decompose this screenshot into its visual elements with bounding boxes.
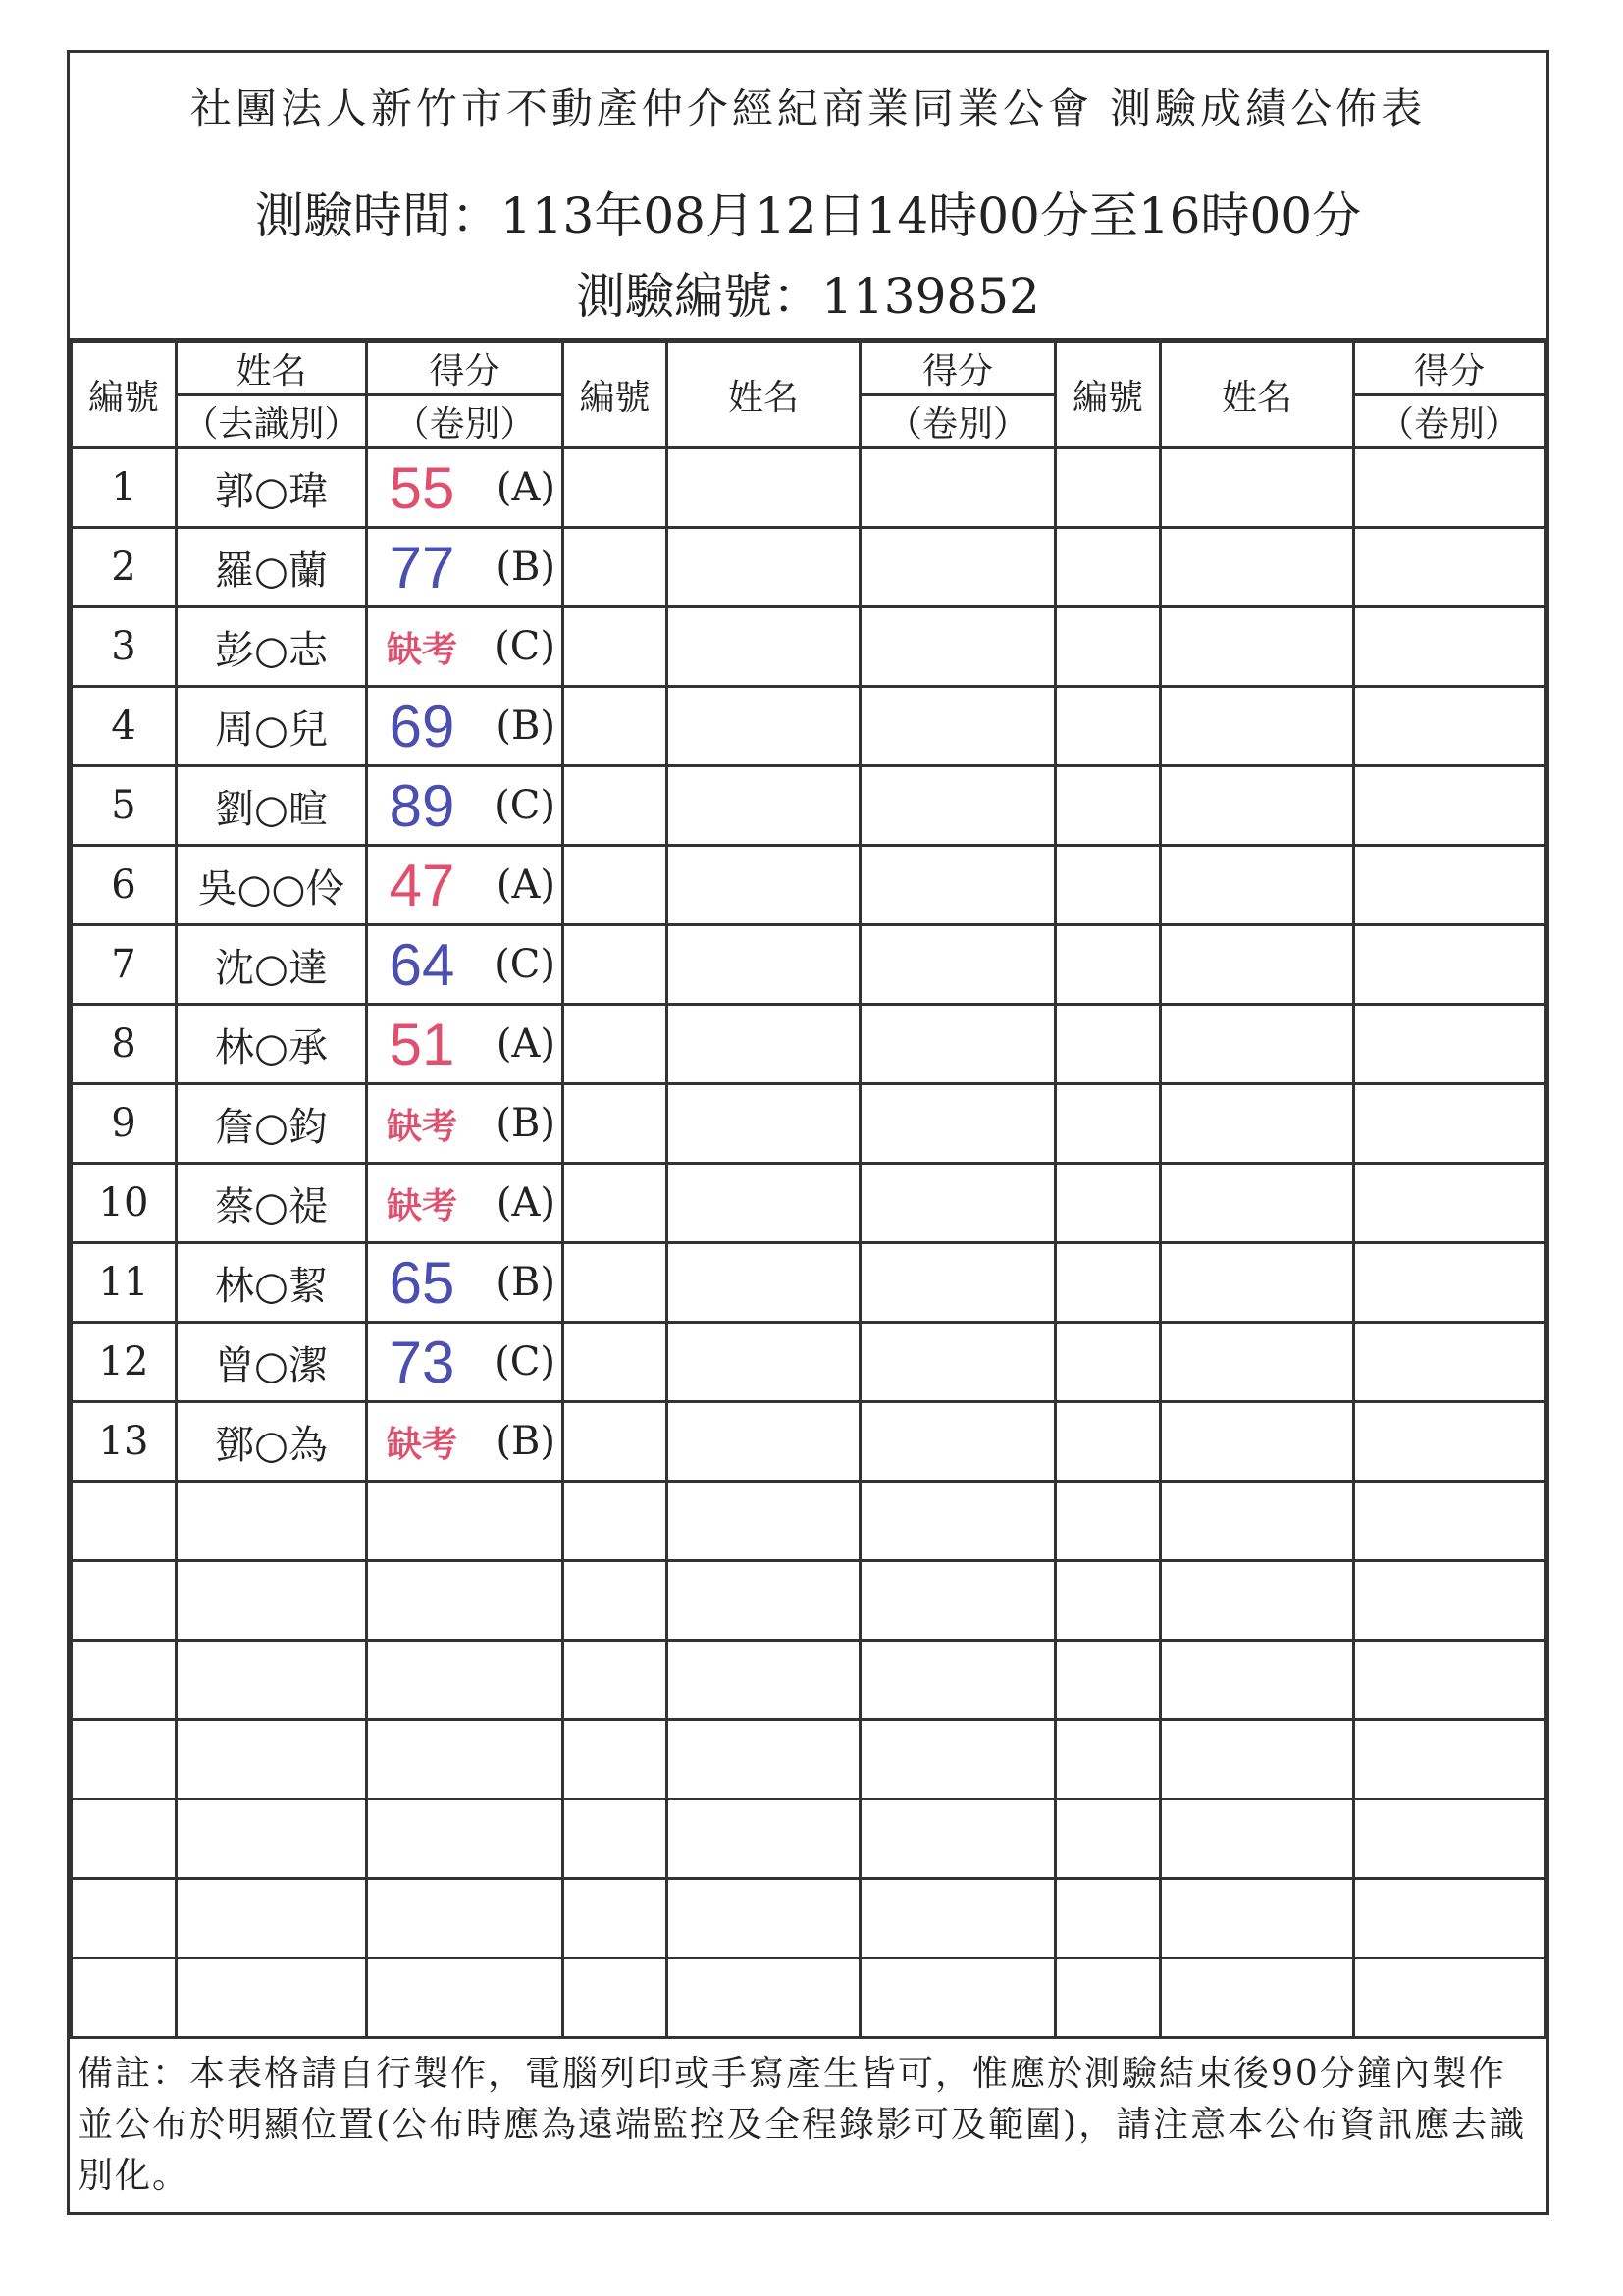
empty-cell: [563, 1084, 667, 1164]
paper-version: (B): [496, 545, 555, 590]
empty-cell: [1354, 687, 1545, 766]
paper-version: (C): [495, 624, 555, 669]
empty-cell: [563, 1720, 667, 1800]
empty-cell: [1056, 925, 1161, 1005]
empty-cell: [1056, 448, 1161, 528]
paper-version: (B): [496, 1260, 555, 1305]
score-cell: [367, 687, 563, 766]
candidate-name: 郭○瑋: [177, 448, 367, 528]
empty-cell: [1354, 1720, 1545, 1800]
empty-cell: [861, 1800, 1056, 1879]
empty-cell: [1161, 1402, 1354, 1482]
empty-cell: [1056, 766, 1161, 846]
row-number: 8: [72, 1005, 177, 1084]
empty-cell: [1354, 846, 1545, 925]
empty-cell: [667, 766, 861, 846]
table-row: [72, 607, 1545, 687]
empty-cell: [1056, 1800, 1161, 1879]
empty-cell: [667, 1164, 861, 1243]
score-cell: [367, 1323, 563, 1402]
empty-cell: [72, 1800, 177, 1879]
empty-cell: [563, 925, 667, 1005]
row-number: 13: [72, 1402, 177, 1482]
table-row: [72, 1243, 1545, 1323]
empty-cell: [1354, 1243, 1545, 1323]
empty-cell: [563, 528, 667, 607]
empty-cell: [861, 1243, 1056, 1323]
empty-cell: [1161, 607, 1354, 687]
empty-cell: [667, 1720, 861, 1800]
empty-cell: [1161, 766, 1354, 846]
empty-cell: [861, 448, 1056, 528]
empty-cell: [667, 687, 861, 766]
empty-cell: [667, 1641, 861, 1720]
empty-cell: [72, 1482, 177, 1561]
col-header-name: 姓名: [177, 342, 367, 395]
empty-cell: [861, 846, 1056, 925]
empty-cell: [1056, 1084, 1161, 1164]
row-number: 4: [72, 687, 177, 766]
col-header-score: 得分: [367, 342, 563, 395]
empty-cell: [563, 1958, 667, 2038]
empty-cell: [72, 1641, 177, 1720]
empty-cell: [1161, 1323, 1354, 1402]
header-box: [70, 53, 1546, 340]
paper-version: (A): [496, 1180, 555, 1226]
empty-cell: [563, 1641, 667, 1720]
empty-cell: [1354, 528, 1545, 607]
empty-cell: [667, 1958, 861, 2038]
paper-version: (A): [496, 465, 555, 510]
empty-cell: [861, 1879, 1056, 1958]
empty-cell: [367, 1720, 563, 1800]
empty-cell: [1354, 607, 1545, 687]
empty-cell: [1161, 1879, 1354, 1958]
empty-cell: [1161, 528, 1354, 607]
row-number: 12: [72, 1323, 177, 1402]
empty-cell: [861, 1084, 1056, 1164]
score-value: 缺考: [386, 1105, 457, 1147]
empty-cell: [1056, 607, 1161, 687]
empty-cell: [861, 1164, 1056, 1243]
score-cell: [367, 846, 563, 925]
table-row: [72, 1402, 1545, 1482]
empty-cell: [861, 528, 1056, 607]
empty-cell: [1161, 687, 1354, 766]
empty-cell: [1056, 687, 1161, 766]
table-row: [72, 846, 1545, 925]
empty-cell: [1056, 846, 1161, 925]
empty-cell: [367, 1800, 563, 1879]
candidate-name: 蔡○禔: [177, 1164, 367, 1243]
empty-cell: [861, 607, 1056, 687]
score-value: 65: [389, 1249, 455, 1316]
empty-cell: [1056, 1958, 1161, 2038]
col-header-score: 得分: [1354, 342, 1545, 395]
empty-cell: [72, 1958, 177, 2038]
empty-cell: [177, 1879, 367, 1958]
col-header-name: 姓名: [667, 342, 861, 448]
empty-cell: [1161, 1005, 1354, 1084]
table-row: [72, 1482, 1545, 1561]
row-number: 7: [72, 925, 177, 1005]
paper-version: (C): [495, 1339, 555, 1384]
col-header-name-sub: （去識別）: [177, 395, 367, 448]
score-cell: [367, 766, 563, 846]
score-value: 64: [389, 931, 455, 998]
empty-cell: [563, 687, 667, 766]
empty-cell: [367, 1561, 563, 1641]
empty-cell: [667, 1879, 861, 1958]
table-row: [72, 1561, 1545, 1641]
candidate-name: 劉○暄: [177, 766, 367, 846]
empty-cell: [1161, 1561, 1354, 1641]
candidate-name: 鄧○為: [177, 1402, 367, 1482]
score-cell: [367, 607, 563, 687]
empty-cell: [563, 1164, 667, 1243]
empty-cell: [667, 1482, 861, 1561]
table-row: [72, 1879, 1545, 1958]
candidate-name: 羅○蘭: [177, 528, 367, 607]
score-cell: [367, 1084, 563, 1164]
score-value: 缺考: [386, 1423, 457, 1465]
empty-cell: [367, 1958, 563, 2038]
score-cell: [367, 448, 563, 528]
table-row: [72, 925, 1545, 1005]
candidate-name: 彭○志: [177, 607, 367, 687]
row-number: 3: [72, 607, 177, 687]
table-row: [72, 1164, 1545, 1243]
table-row: [72, 1641, 1545, 1720]
empty-cell: [1056, 1720, 1161, 1800]
paper-version: (A): [496, 862, 555, 908]
empty-cell: [667, 1561, 861, 1641]
empty-cell: [861, 1958, 1056, 2038]
empty-cell: [1161, 1164, 1354, 1243]
score-value: 47: [389, 852, 455, 918]
empty-cell: [563, 1561, 667, 1641]
empty-cell: [1354, 1084, 1545, 1164]
score-value: 缺考: [386, 628, 457, 670]
row-number: 2: [72, 528, 177, 607]
score-value: 73: [389, 1329, 455, 1395]
empty-cell: [1056, 1164, 1161, 1243]
empty-cell: [667, 448, 861, 528]
empty-cell: [667, 1084, 861, 1164]
empty-cell: [1161, 448, 1354, 528]
empty-cell: [667, 1800, 861, 1879]
table-row: [72, 1800, 1545, 1879]
empty-cell: [1161, 1800, 1354, 1879]
col-header-no: 編號: [563, 342, 667, 448]
empty-cell: [1056, 1561, 1161, 1641]
empty-cell: [667, 1243, 861, 1323]
empty-cell: [861, 1641, 1056, 1720]
table-row: [72, 1084, 1545, 1164]
table-row: [72, 687, 1545, 766]
empty-cell: [667, 607, 861, 687]
empty-cell: [1161, 1720, 1354, 1800]
paper-version: (B): [496, 1101, 555, 1146]
empty-cell: [1056, 1323, 1161, 1402]
score-cell: [367, 528, 563, 607]
candidate-name: 詹○鈞: [177, 1084, 367, 1164]
candidate-name: 吳○○伶: [177, 846, 367, 925]
empty-cell: [563, 1323, 667, 1402]
empty-cell: [563, 1879, 667, 1958]
table-row: [72, 1005, 1545, 1084]
exam-time: 測驗時間：113年08月12日14時00分至16時00分: [254, 187, 1362, 244]
col-header-name: 姓名: [1161, 342, 1354, 448]
empty-cell: [861, 1720, 1056, 1800]
row-number: 1: [72, 448, 177, 528]
empty-cell: [667, 1323, 861, 1402]
remarks: 備註：本表格請自行製作，電腦列印或手寫產生皆可，惟應於測驗結束後90分鐘內製作並公布於明顯位置(公布時應為遠端監控及全程錄影可及範圍)，請注意本公布資訊應去識別化。: [78, 2054, 1527, 2196]
empty-cell: [861, 687, 1056, 766]
empty-cell: [667, 846, 861, 925]
empty-cell: [177, 1958, 367, 2038]
empty-cell: [1056, 1005, 1161, 1084]
empty-cell: [861, 1323, 1056, 1402]
empty-cell: [861, 1561, 1056, 1641]
empty-cell: [72, 1720, 177, 1800]
row-number: 11: [72, 1243, 177, 1323]
empty-cell: [1354, 1561, 1545, 1641]
page-title: 社團法人新竹市不動產仲介經紀商業同業公會 測驗成績公佈表: [189, 84, 1427, 132]
candidate-name: 林○絜: [177, 1243, 367, 1323]
empty-cell: [72, 1561, 177, 1641]
table-row: [72, 448, 1545, 528]
paper-version: (C): [495, 942, 555, 987]
col-header-no: 編號: [72, 342, 177, 448]
empty-cell: [861, 766, 1056, 846]
empty-cell: [667, 1005, 861, 1084]
empty-cell: [563, 1402, 667, 1482]
candidate-name: 周○兒: [177, 687, 367, 766]
table-row: [72, 528, 1545, 607]
candidate-name: 林○承: [177, 1005, 367, 1084]
empty-cell: [1354, 766, 1545, 846]
empty-cell: [563, 448, 667, 528]
empty-cell: [861, 925, 1056, 1005]
paper-version: (A): [496, 1021, 555, 1067]
table-row: [72, 1958, 1545, 2038]
empty-cell: [1354, 1005, 1545, 1084]
empty-cell: [1354, 448, 1545, 528]
empty-cell: [1354, 925, 1545, 1005]
empty-cell: [1161, 846, 1354, 925]
score-value: 缺考: [386, 1184, 457, 1226]
empty-cell: [1056, 528, 1161, 607]
row-number: 6: [72, 846, 177, 925]
empty-cell: [861, 1482, 1056, 1561]
empty-cell: [1354, 1641, 1545, 1720]
row-number: 9: [72, 1084, 177, 1164]
empty-cell: [1354, 1402, 1545, 1482]
empty-cell: [1056, 1243, 1161, 1323]
score-cell: [367, 1402, 563, 1482]
score-cell: [367, 1005, 563, 1084]
row-number: 10: [72, 1164, 177, 1243]
score-cell: [367, 1164, 563, 1243]
empty-cell: [367, 1879, 563, 1958]
empty-cell: [177, 1800, 367, 1879]
empty-cell: [1354, 1800, 1545, 1879]
empty-cell: [1056, 1482, 1161, 1561]
score-value: 51: [389, 1011, 455, 1077]
score-cell: [367, 1243, 563, 1323]
candidate-name: 沈○達: [177, 925, 367, 1005]
score-value: 55: [389, 454, 455, 521]
empty-cell: [563, 1482, 667, 1561]
empty-cell: [72, 1879, 177, 1958]
empty-cell: [1161, 1243, 1354, 1323]
empty-cell: [1354, 1164, 1545, 1243]
col-header-score-sub: （卷別）: [367, 395, 563, 448]
col-header-score: 得分: [861, 342, 1056, 395]
empty-cell: [177, 1641, 367, 1720]
empty-cell: [177, 1482, 367, 1561]
empty-cell: [1161, 1084, 1354, 1164]
empty-cell: [1161, 1482, 1354, 1561]
empty-cell: [563, 766, 667, 846]
exam-id: 測驗編號：1139852: [576, 268, 1040, 325]
empty-cell: [667, 925, 861, 1005]
empty-cell: [1354, 1958, 1545, 2038]
empty-cell: [667, 528, 861, 607]
score-value: 69: [389, 693, 455, 759]
row-number: 5: [72, 766, 177, 846]
table-row: [72, 1323, 1545, 1402]
paper-version: (B): [496, 704, 555, 749]
col-header-score-sub: （卷別）: [861, 395, 1056, 448]
score-table: [70, 340, 1546, 2039]
paper-version: (C): [495, 783, 555, 828]
col-header-score-sub: （卷別）: [1354, 395, 1545, 448]
empty-cell: [563, 607, 667, 687]
empty-cell: [667, 1402, 861, 1482]
empty-cell: [177, 1561, 367, 1641]
empty-cell: [563, 1800, 667, 1879]
table-row: [72, 1720, 1545, 1800]
empty-cell: [1161, 1958, 1354, 2038]
score-sheet: [67, 50, 1549, 2215]
empty-cell: [563, 846, 667, 925]
score-value: 77: [389, 534, 455, 600]
empty-cell: [177, 1720, 367, 1800]
empty-cell: [1354, 1879, 1545, 1958]
empty-cell: [861, 1402, 1056, 1482]
empty-cell: [861, 1005, 1056, 1084]
empty-cell: [563, 1005, 667, 1084]
paper-version: (B): [496, 1419, 555, 1464]
empty-cell: [1161, 1641, 1354, 1720]
score-value: 89: [389, 772, 455, 839]
empty-cell: [367, 1482, 563, 1561]
header-row: [72, 342, 1545, 395]
empty-cell: [1056, 1641, 1161, 1720]
empty-cell: [1354, 1323, 1545, 1402]
candidate-name: 曾○潔: [177, 1323, 367, 1402]
col-header-no: 編號: [1056, 342, 1161, 448]
table-row: [72, 766, 1545, 846]
empty-cell: [1161, 925, 1354, 1005]
empty-cell: [1056, 1402, 1161, 1482]
empty-cell: [563, 1243, 667, 1323]
empty-cell: [1056, 1879, 1161, 1958]
score-cell: [367, 925, 563, 1005]
empty-cell: [1354, 1482, 1545, 1561]
empty-cell: [367, 1641, 563, 1720]
